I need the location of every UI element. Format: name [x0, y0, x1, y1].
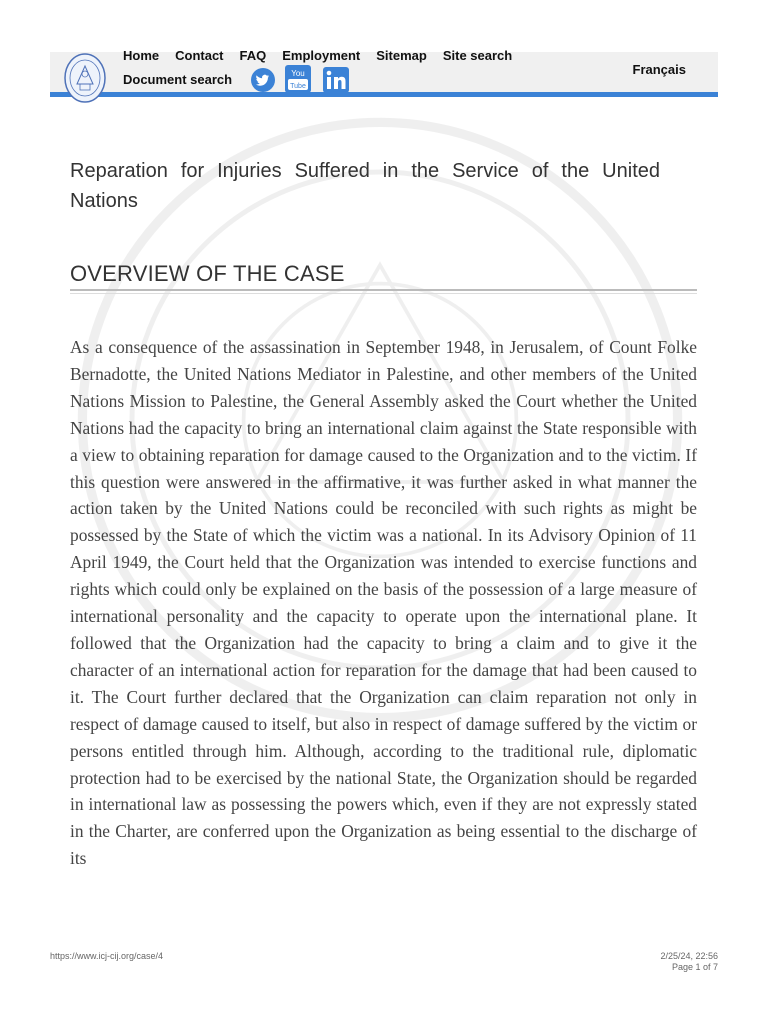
nav-employment[interactable]: Employment — [282, 48, 361, 63]
nav-faq[interactable]: FAQ — [239, 48, 267, 63]
nav-site-search[interactable]: Site search — [442, 48, 513, 63]
case-overview-text: As a consequence of the assassination in September 1948, in Jerusalem, of Count Folke Bernadotte, the United Nations Mediator in Palestine, and other members of the United Nations Mission to Palestine, the General Assembly asked the Court whether the United Nations had the capacity to bring an international claim against the State responsible with a view to obtaining reparation for damage caused to the Organization and to the victim. If this question were answered in the affirmative, it was further asked in what manner the action taken by the United Nations could be reconciled with such rights as might be possessed by the State of which the victim was a national. In its Advisory Opinion of 11 April 1949, the Court held that the Organization was intended to exercise functions and rights which could only be explained on the basis of the possession of a large measure of international personality and the capacity to operate upon the international plane. It followed that the Organization had the capacity to bring a claim and to give it the character of an international action for reparation for the damage that had been caused to it. The Court further declared that the Organization can claim reparation not only in respect of damage caused to itself, but also in respect of damage suffered by the victim or persons entitled through him. Although, according to the traditional rule, diplomatic protection had to be exercised by the national State, the Organization should be regarded in international law as possessing the powers which, even if they are not expressly stated in the Charter, are conferred upon the Organization as being essential to the discharge of its — [70, 337, 697, 869]
linkedin-icon[interactable] — [323, 67, 349, 93]
section-heading: OVERVIEW OF THE CASE — [70, 261, 345, 286]
youtube-label-you: You — [291, 69, 305, 78]
nav-home[interactable]: Home — [123, 48, 160, 63]
footer-meta — [660, 951, 718, 973]
language-switch-french[interactable]: Français — [632, 62, 686, 77]
twitter-icon[interactable] — [251, 68, 275, 92]
nav-sitemap[interactable]: Sitemap — [376, 48, 427, 63]
youtube-icon[interactable] — [285, 65, 311, 93]
footer-url: https://www.icj-cij.org/case/4 — [50, 951, 164, 961]
youtube-label-tube: Tube — [290, 83, 306, 90]
secondary-nav — [123, 72, 232, 87]
nav-document-search[interactable]: Document search — [123, 72, 233, 87]
icj-seal-logo[interactable] — [63, 52, 107, 104]
footer-page-info: Page 1 of 7 — [671, 962, 718, 972]
site-header — [50, 48, 718, 97]
nav-contact[interactable]: Contact — [175, 48, 224, 63]
main-nav — [123, 48, 512, 63]
footer-timestamp: 2/25/24, 22:56 — [660, 951, 718, 961]
page-title: Reparation for Injuries Suffered in the Service of the United Nations — [70, 160, 660, 212]
heading-divider — [70, 289, 697, 294]
